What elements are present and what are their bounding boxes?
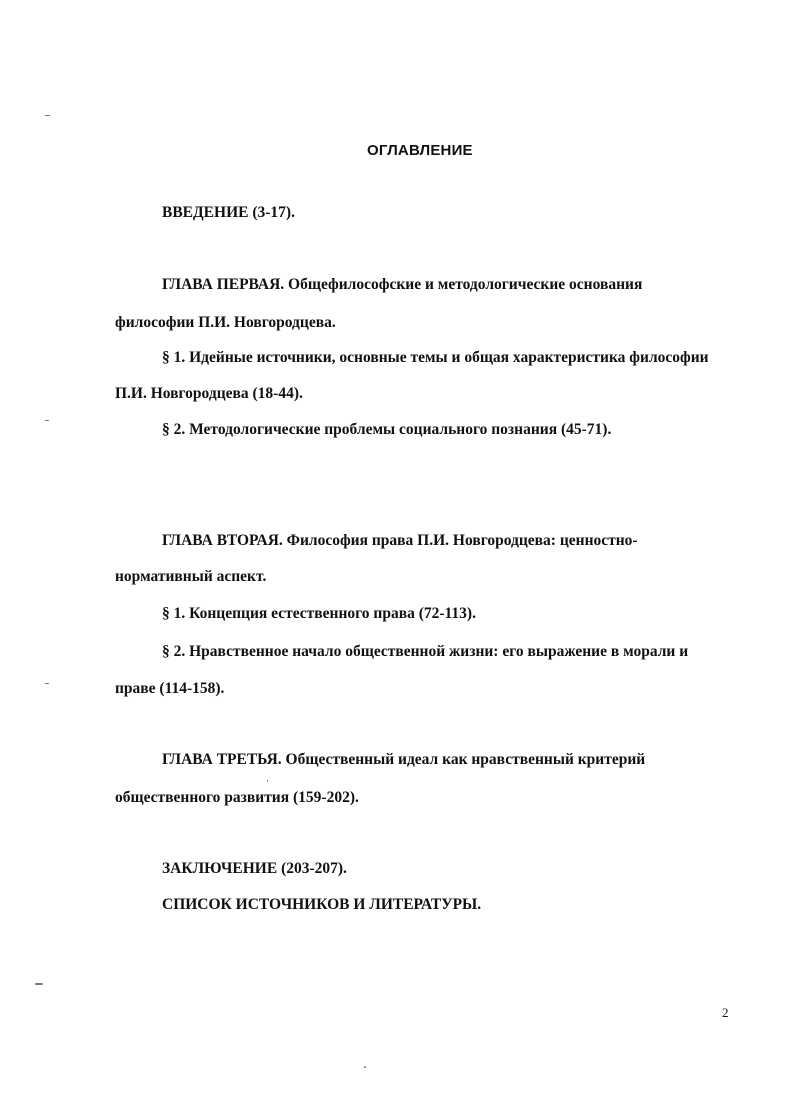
toc-chapter2-line1: ГЛАВА ВТОРАЯ. Философия права П.И. Новгородцева: ценностно- xyxy=(162,532,638,549)
toc-entry-bibliography: СПИСОК ИСТОЧНИКОВ И ЛИТЕРАТУРЫ. xyxy=(162,896,482,913)
scan-speck xyxy=(45,420,49,421)
toc-chapter1-section1-line2: П.И. Новгородцева (18-44). xyxy=(115,385,303,402)
scan-speck xyxy=(45,115,50,116)
toc-entry-introduction: ВВЕДЕНИЕ (3-17). xyxy=(162,204,295,221)
scan-speck xyxy=(364,1066,366,1068)
toc-chapter1-line1: ГЛАВА ПЕРВАЯ. Общефилософские и методологические основания xyxy=(162,276,643,293)
toc-chapter2-section1: § 1. Концепция естественного права (72-113). xyxy=(162,605,476,622)
toc-title: ОГЛАВЛЕНИЕ xyxy=(367,142,473,159)
toc-chapter2-section2-line2: праве (114-158). xyxy=(115,680,225,697)
toc-chapter2-line2: нормативный аспект. xyxy=(115,568,267,585)
toc-chapter1-section1-line1: § 1. Идейные источники, основные темы и общая характеристика философии xyxy=(162,349,709,366)
toc-entry-conclusion: ЗАКЛЮЧЕНИЕ (203-207). xyxy=(162,860,347,877)
toc-chapter1-line2: философии П.И. Новгородцева. xyxy=(115,314,336,331)
scan-speck xyxy=(35,983,43,985)
toc-chapter3-line2: общественного развития (159-202). xyxy=(115,789,359,806)
toc-chapter2-section2-line1: § 2. Нравственное начало общественной жизни: его выражение в морали и xyxy=(162,643,689,660)
toc-chapter3-line1: ГЛАВА ТРЕТЬЯ. Общественный идеал как нравственный критерий xyxy=(162,751,646,768)
scan-speck xyxy=(45,683,49,684)
page-number: 2 xyxy=(722,1005,729,1020)
toc-chapter1-section2: § 2. Методологические проблемы социального познания (45-71). xyxy=(162,421,612,438)
scan-speck xyxy=(267,780,268,782)
